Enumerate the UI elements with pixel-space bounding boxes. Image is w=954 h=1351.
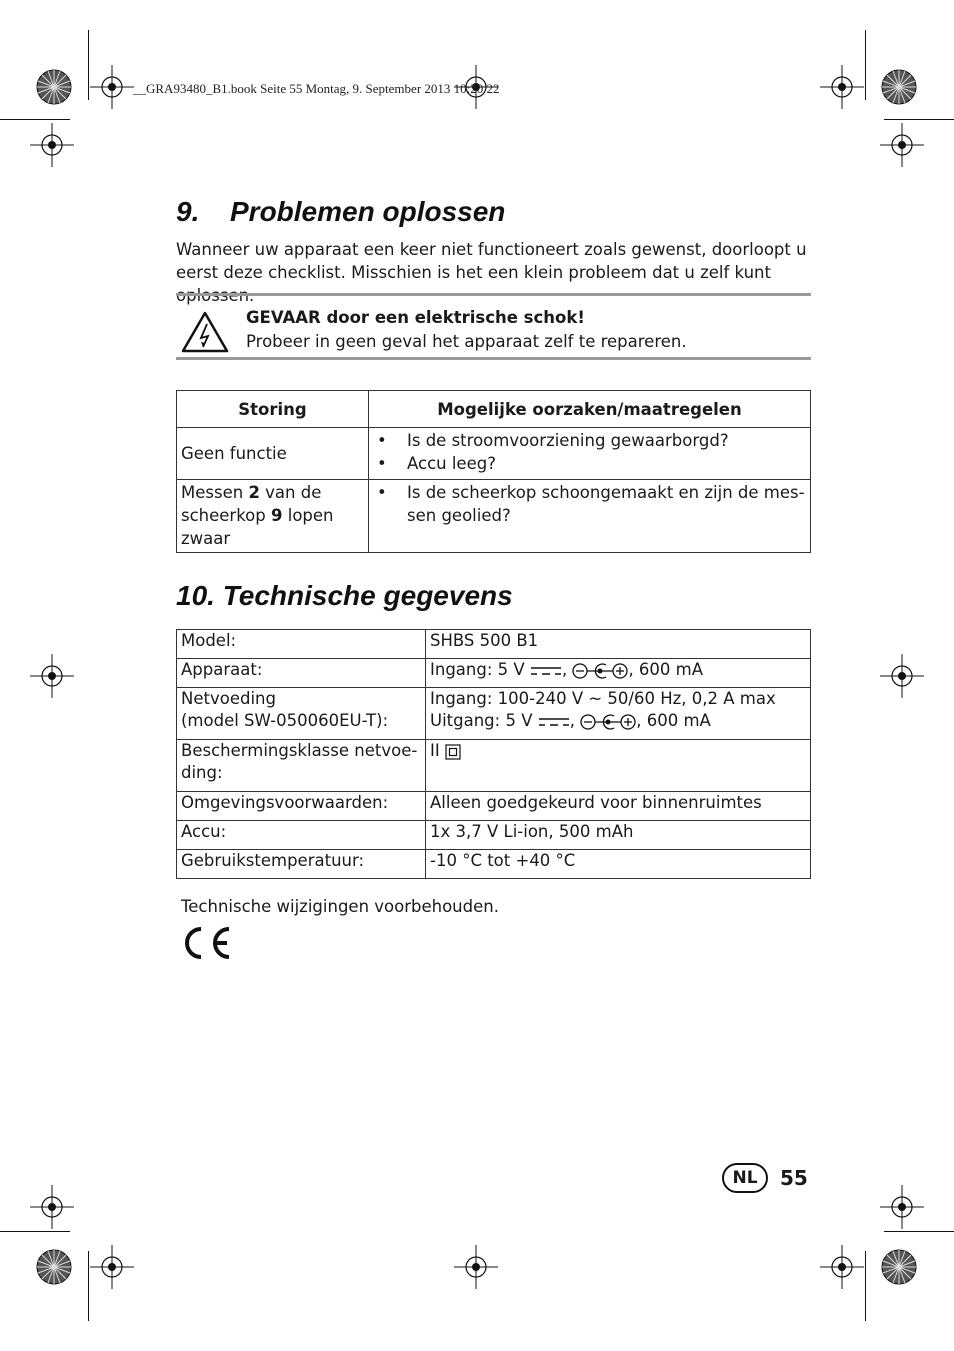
spec-label: Netvoeding (model SW-050060EU-T): xyxy=(177,688,426,740)
section-10-heading xyxy=(176,580,513,612)
spec-value: Ingang: 100-240 V ~ 50/60 Hz, 0,2 A max Uitgang: 5 V , , 600 mA xyxy=(426,688,811,740)
spec-value: Ingang: 5 V , , 600 mA xyxy=(426,659,811,688)
spec-value: SHBS 500 B1 xyxy=(426,630,811,659)
fault-cell: Messen 2 van de scheerkop 9 lopen zwaar xyxy=(177,480,369,553)
polarity-symbol-icon xyxy=(572,662,628,680)
fault-cell: Geen functie xyxy=(177,428,369,480)
causes-cell xyxy=(369,480,811,553)
spec-label: Beschermingsklasse netvoe-ding: xyxy=(177,740,426,792)
spec-label: Accu: xyxy=(177,821,426,850)
spec-label: Gebruikstemperatuur: xyxy=(177,850,426,879)
table-row xyxy=(177,659,811,688)
table-row xyxy=(177,688,811,740)
section-title: Problemen oplossen xyxy=(230,196,506,227)
table-row xyxy=(177,850,811,879)
technical-data-table xyxy=(176,629,811,879)
troubleshooting-table xyxy=(176,390,811,553)
warning-title: GEVAAR door een elektrische schok! xyxy=(246,308,585,327)
table-row xyxy=(177,821,811,850)
section-number: 9. xyxy=(176,196,200,227)
spec-value: II xyxy=(426,740,811,792)
spec-label: Model: xyxy=(177,630,426,659)
intro-paragraph: Wanneer uw apparaat een keer niet functioneert zoals gewenst, doorloopt u eerst deze checklist. Misschien is het een klein probleem dat u zelf kunt oplossen. xyxy=(176,240,807,305)
print-header: __GRA93480_B1.book Seite 55 Montag, 9. September 2013 10:20 22 xyxy=(133,81,500,96)
table-row xyxy=(177,428,811,480)
column-header: Mogelijke oorzaken/maatregelen xyxy=(369,391,811,428)
dc-symbol-icon xyxy=(530,665,562,677)
table-header-row xyxy=(177,391,811,428)
warning-text: Probeer in geen geval het apparaat zelf te repareren. xyxy=(246,332,687,351)
page-footer xyxy=(722,1163,808,1193)
spec-value: Alleen goedgekeurd voor binnenruimtes xyxy=(426,792,811,821)
spec-value: -10 °C tot +40 °C xyxy=(426,850,811,879)
language-badge: NL xyxy=(722,1163,768,1193)
spec-label: Apparaat: xyxy=(177,659,426,688)
section-9-heading xyxy=(176,196,505,228)
list-item: • Is de stroomvoorziening gewaarborgd? xyxy=(377,431,729,450)
section-title: Technische gegevens xyxy=(222,580,513,611)
high-voltage-warning-icon xyxy=(180,310,230,354)
table-row xyxy=(177,792,811,821)
warning-box xyxy=(176,293,811,360)
table-row xyxy=(177,480,811,553)
table-row xyxy=(177,740,811,792)
protection-class-ii-icon xyxy=(445,744,461,760)
spec-value: 1x 3,7 V Li-ion, 500 mAh xyxy=(426,821,811,850)
polarity-symbol-icon xyxy=(580,713,636,731)
page-number: 55 xyxy=(780,1166,808,1190)
dc-symbol-icon xyxy=(538,716,570,728)
causes-cell xyxy=(369,428,811,480)
table-row xyxy=(177,630,811,659)
column-header: Storing xyxy=(177,391,369,428)
technical-changes-note: Technische wijzigingen voorbehouden. xyxy=(181,897,499,916)
list-item: • Accu leeg? xyxy=(377,454,496,473)
spec-label: Omgevingsvoorwaarden: xyxy=(177,792,426,821)
section-number: 10. xyxy=(176,580,215,611)
list-item: • Is de scheerkop schoongemaakt en zijn de mes-sen geolied? xyxy=(377,483,805,525)
ce-mark-icon xyxy=(177,925,233,961)
